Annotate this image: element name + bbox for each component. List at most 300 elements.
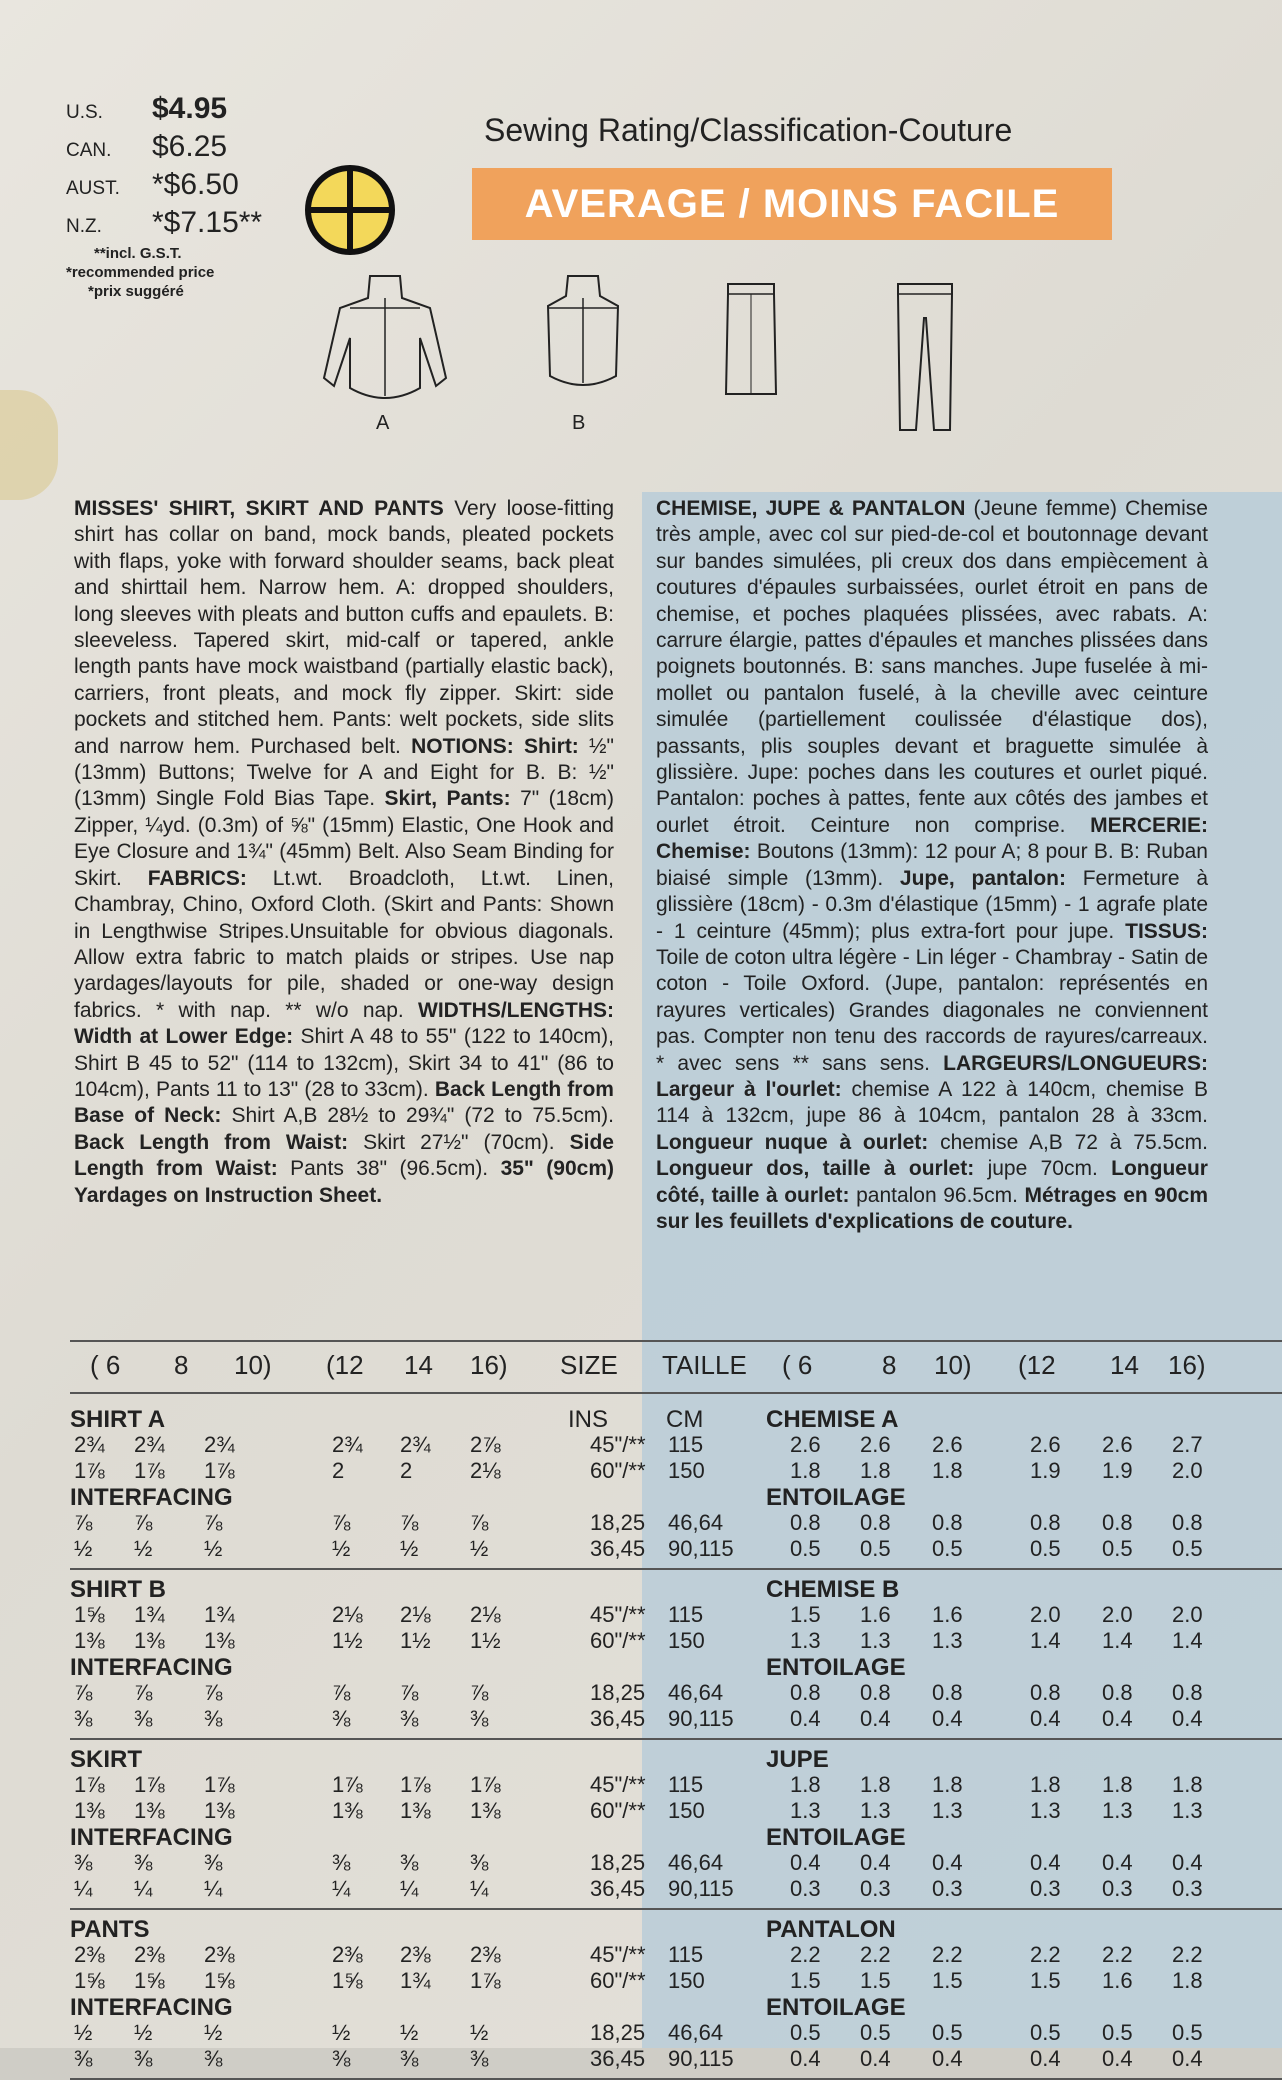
size-value-cell: 2⅜: [134, 1942, 165, 1967]
fabric-width-cm: 115: [668, 1942, 704, 1967]
size-label: SIZE: [560, 1350, 618, 1380]
size-value-cell: 2⅜: [332, 1942, 363, 1967]
fabric-width-ins: 45"/**: [590, 1942, 646, 1967]
metric-value-cell: 0.3: [932, 1876, 963, 1901]
fabric-width-cm: 150: [668, 1458, 705, 1483]
size-value-cell: ⅜: [400, 2046, 419, 2071]
size-value-cell: 1¾: [400, 1968, 431, 1993]
size-value-cell: ¼: [332, 1876, 351, 1901]
taille-header-cell: (12: [1018, 1350, 1056, 1380]
size-value-cell: ⅜: [74, 2046, 93, 2071]
fabric-width-cm: 90,115: [668, 1706, 734, 1731]
metric-value-cell: 0.5: [860, 1536, 891, 1561]
metric-value-cell: 1.8: [1172, 1968, 1203, 1993]
metric-value-cell: 0.4: [1102, 1850, 1133, 1875]
metric-value-cell: 1.9: [1030, 1458, 1061, 1483]
metric-value-cell: 1.8: [1030, 1772, 1061, 1797]
metric-value-cell: 0.8: [1030, 1680, 1061, 1705]
size-value-cell: ¼: [134, 1876, 153, 1901]
nuque-label: Longueur nuque à ourlet:: [656, 1130, 929, 1154]
metric-value-cell: 2.0: [1172, 1602, 1203, 1627]
metric-value-cell: 0.5: [860, 2020, 891, 2045]
metric-value-cell: 0.4: [790, 2046, 821, 2071]
fabric-width-cm: 150: [668, 1628, 705, 1653]
size-value-cell: 1½: [332, 1628, 363, 1653]
price-row: [66, 168, 262, 206]
section-title-fr: ENTOILAGE: [766, 1484, 906, 1511]
size-value-cell: ¼: [74, 1876, 93, 1901]
view-label: B: [572, 412, 586, 434]
metric-value-cell: 2.2: [1172, 1942, 1203, 1967]
size-value-cell: 2⅞: [470, 1432, 501, 1457]
section-title-fr: PANTALON: [766, 1916, 896, 1943]
metric-value-cell: 1.5: [932, 1968, 963, 1993]
metric-value-cell: 2.2: [932, 1942, 963, 1967]
size-value-cell: ⅞: [400, 1680, 419, 1705]
rating-title: Sewing Rating/Classification-Couture: [484, 112, 1013, 148]
metric-value-cell: 2.0: [1102, 1602, 1133, 1627]
metric-value-cell: 1.8: [1172, 1772, 1203, 1797]
fabric-width-cm: 46,64: [668, 1850, 724, 1875]
metric-value-cell: 0.4: [932, 2046, 963, 2071]
metric-value-cell: 2.6: [1030, 1432, 1061, 1457]
metric-value-cell: 1.9: [1102, 1458, 1133, 1483]
size-value-cell: ½: [332, 1536, 351, 1561]
metric-value-cell: 0.4: [1172, 2046, 1203, 2071]
metric-value-cell: 0.5: [932, 1536, 963, 1561]
metric-value-cell: 0.3: [1102, 1876, 1133, 1901]
mercerie-text: Boutons (13mm): 12 pour A; 8 pour B. B: Ruban biaisé simple (13mm).: [656, 840, 1208, 890]
circle-cross-icon: [304, 164, 396, 256]
size-value-cell: ⅜: [400, 1850, 419, 1875]
metric-value-cell: 0.4: [932, 1706, 963, 1731]
metric-value-cell: 1.3: [932, 1628, 963, 1653]
metric-value-cell: 1.5: [860, 1968, 891, 1993]
size-value-cell: 1⅞: [204, 1458, 235, 1483]
taille-header-cell: 10): [934, 1350, 972, 1380]
largeurs-label: LARGEURS/LONGUEURS: Largeur à l'ourlet:: [656, 1051, 1208, 1101]
metric-value-cell: 0.8: [932, 1680, 963, 1705]
size-value-cell: ½: [332, 2020, 351, 2045]
metric-value-cell: 0.3: [1172, 1876, 1203, 1901]
metric-value-cell: 1.8: [932, 1458, 963, 1483]
size-value-cell: ⅞: [134, 1510, 153, 1535]
metric-value-cell: 2.2: [1102, 1942, 1133, 1967]
description-body: Very loose-fitting shirt has collar on band, mock bands, pleated pockets with flaps, yoke with forward shoulder seams, back pleat and shirttail hem. Narrow hem. A: dropped shoulders, long sleeves with pleats and button cuffs and epaulets. B: sleeveless. Tapered skirt, mid-calf or tapered, ankle length pants have mock waistband (partially elastic back), carriers, front pleats, and mock fly zipper. Skirt: side pockets and stitched hem. Pants: welt pockets, side slits and narrow hem. Purchased belt.: [74, 497, 614, 758]
shirt-b-back-view: [538, 268, 628, 398]
size-value-cell: 1¾: [204, 1602, 235, 1627]
widths-text: Shirt A 48 to 55" (122 to 140cm), Shirt B 45 to 52" (114 to 132cm), Skirt 34 to 41" (86 to 104cm), Pants 11 to 13" (28 to 33cm).: [74, 1025, 614, 1101]
section-title-fr: ENTOILAGE: [766, 1994, 906, 2021]
size-value-cell: ½: [400, 2020, 419, 2045]
description-title: CHEMISE, JUPE & PANTALON: [656, 497, 966, 520]
price-list: [66, 92, 262, 301]
size-value-cell: 1⅞: [134, 1772, 165, 1797]
size-value-cell: ⅜: [332, 1850, 351, 1875]
notions-label: NOTIONS: Shirt:: [411, 734, 579, 758]
metric-value-cell: 0.4: [1102, 2046, 1133, 2071]
tissus-label: TISSUS:: [1125, 919, 1208, 943]
metric-value-cell: 0.8: [1030, 1510, 1061, 1535]
size-value-cell: ½: [400, 1536, 419, 1561]
size-value-cell: 1⅜: [204, 1798, 235, 1823]
section-title-fr: ENTOILAGE: [766, 1654, 906, 1681]
metric-value-cell: 1.3: [790, 1798, 821, 1823]
metric-value-cell: 1.8: [860, 1458, 891, 1483]
metric-value-cell: 0.5: [1172, 2020, 1203, 2045]
size-value-cell: 1½: [400, 1628, 431, 1653]
fabric-width-ins: 60"/**: [590, 1798, 646, 1823]
fabric-width-cm: 90,115: [668, 1536, 734, 1561]
metric-value-cell: 2.0: [1172, 1458, 1203, 1483]
metric-value-cell: 0.5: [1102, 2020, 1133, 2045]
price-row: [66, 92, 262, 130]
nuque-text: chemise A,B 72 à 75.5cm.: [940, 1130, 1208, 1154]
metric-value-cell: 0.8: [1172, 1680, 1203, 1705]
size-value-cell: 1⅞: [470, 1968, 501, 1993]
size-value-cell: ⅞: [470, 1680, 489, 1705]
metric-value-cell: 0.4: [1030, 2046, 1061, 2071]
size-value-cell: ⅞: [134, 1680, 153, 1705]
metric-value-cell: 1.3: [860, 1798, 891, 1823]
price-country: N.Z.: [66, 216, 102, 237]
size-header: [70, 1350, 1282, 1384]
metric-value-cell: 1.6: [860, 1602, 891, 1627]
metric-value-cell: 1.6: [932, 1602, 963, 1627]
view-label: A: [376, 412, 390, 434]
metric-value-cell: 1.8: [932, 1772, 963, 1797]
metrage-note: Métrages en 90cm sur les feuillets d'explications de couture.: [656, 1183, 1209, 1233]
size-value-cell: 2¾: [400, 1432, 431, 1457]
fabric-width-cm: 115: [668, 1602, 704, 1627]
fabric-width-cm: 150: [668, 1968, 705, 1993]
size-value-cell: ½: [470, 1536, 489, 1561]
price-row: [66, 206, 262, 244]
dos-label: Longueur dos, taille à ourlet:: [656, 1157, 975, 1181]
size-value-cell: ⅞: [74, 1510, 93, 1535]
metric-value-cell: 0.4: [860, 1706, 891, 1731]
size-value-cell: ½: [134, 2020, 153, 2045]
divider: [70, 1340, 1282, 1342]
widths-label: WIDTHS/LENGTHS: Width at Lower Edge:: [74, 998, 614, 1049]
size-value-cell: ⅜: [470, 2046, 489, 2071]
divider: [70, 1908, 1282, 1910]
size-value-cell: 1⅞: [470, 1772, 501, 1797]
metric-value-cell: 1.3: [1172, 1798, 1203, 1823]
price-value: *$7.15**: [152, 206, 263, 239]
mercerie2-text: Fermeture à glissière (18cm) - 0.3m d'élastique (15mm) - 1 agrafe plate - 1 ceinture (45mm); plus extra-fort pour jupe.: [656, 866, 1208, 943]
size-value-cell: 1⅜: [204, 1628, 235, 1653]
fabric-width-cm: 115: [668, 1772, 704, 1797]
size-header-cell: 16): [470, 1350, 508, 1380]
price-note: *prix suggéré: [88, 283, 184, 300]
dos-text: jupe 70cm.: [987, 1157, 1098, 1181]
size-value-cell: 1⅝: [74, 1968, 105, 1993]
section-title-fr: JUPE: [766, 1746, 829, 1773]
taille-header-cell: 16): [1168, 1350, 1206, 1380]
size-value-cell: ⅜: [204, 2046, 223, 2071]
size-value-cell: ⅞: [204, 1510, 223, 1535]
size-value-cell: 1⅞: [332, 1772, 363, 1797]
metric-value-cell: 0.8: [790, 1510, 821, 1535]
fabric-width-ins: 45"/**: [590, 1772, 646, 1797]
metric-value-cell: 0.4: [790, 1850, 821, 1875]
price-country: CAN.: [66, 140, 112, 161]
fabric-width-ins: 18,25: [590, 1510, 646, 1535]
metric-value-cell: 1.8: [790, 1772, 821, 1797]
fabric-width-cm: 46,64: [668, 1510, 724, 1535]
fabric-width-cm: 46,64: [668, 1680, 724, 1705]
fabric-width-ins: 36,45: [590, 2046, 646, 2071]
size-value-cell: 1⅜: [400, 1798, 431, 1823]
size-value-cell: 2: [332, 1458, 345, 1483]
waist-length-text: Skirt 27½" (70cm).: [363, 1130, 555, 1154]
size-value-cell: ½: [134, 1536, 153, 1561]
size-value-cell: 1⅞: [74, 1458, 105, 1483]
size-value-cell: 1⅞: [204, 1772, 235, 1797]
cm-label: CM: [666, 1406, 704, 1433]
section-title-en: INTERFACING: [70, 1824, 233, 1851]
metric-value-cell: 0.8: [1172, 1510, 1203, 1535]
metric-value-cell: 0.4: [1030, 1706, 1061, 1731]
fabric-width-ins: 60"/**: [590, 1968, 646, 1993]
metric-value-cell: 0.5: [790, 1536, 821, 1561]
section-title-en: PANTS: [70, 1916, 150, 1943]
section-title-en: INTERFACING: [70, 1994, 233, 2021]
fabric-width-cm: 90,115: [668, 1876, 734, 1901]
notions2-text: 7" (18cm) Zipper, ¼yd. (0.3m) of ⅝" (15mm) Elastic, One Hook and Eye Closure and 1¾" (45mm) Belt. Also Seam Binding for Skirt.: [74, 787, 614, 890]
metric-value-cell: 0.4: [860, 2046, 891, 2071]
cote-label: Longueur côté, taille à ourlet:: [656, 1157, 1208, 1207]
metric-value-cell: 0.5: [1172, 1536, 1203, 1561]
section-title-fr: ENTOILAGE: [766, 1824, 906, 1851]
fabric-width-ins: 36,45: [590, 1706, 646, 1731]
size-value-cell: ⅞: [332, 1510, 351, 1535]
fabric-width-ins: 45"/**: [590, 1432, 646, 1457]
metric-value-cell: 0.8: [860, 1510, 891, 1535]
fabrics-text: Lt.wt. Broadcloth, Lt.wt. Linen, Chambray, Chino, Oxford Cloth. (Skirt and Pants: Shown in Lengthwise Stripes.Unsuitable for obvious diagonals. Allow extra fabric to match plaids or stripes. Use nap yardages/layouts for pile, shaded or one-way design fabrics. * with nap. ** w/o nap.: [74, 866, 615, 1022]
metric-value-cell: 2.2: [860, 1942, 891, 1967]
metric-value-cell: 1.5: [1030, 1968, 1061, 1993]
metric-value-cell: 0.5: [932, 2020, 963, 2045]
fabric-width-cm: 46,64: [668, 2020, 724, 2045]
size-value-cell: ½: [74, 2020, 93, 2045]
size-value-cell: 2⅜: [470, 1942, 501, 1967]
size-header-cell: 10): [234, 1350, 272, 1380]
fabric-width-cm: 150: [668, 1798, 705, 1823]
price-row: [66, 130, 262, 168]
metric-value-cell: 0.5: [1030, 1536, 1061, 1561]
cote-text: pantalon 96.5cm.: [856, 1183, 1018, 1207]
price-note: *recommended price: [66, 264, 215, 281]
fabric-width-ins: 36,45: [590, 1876, 646, 1901]
price-value: *$6.50: [152, 168, 239, 201]
taille-header-cell: 14: [1110, 1350, 1139, 1380]
metric-value-cell: 0.3: [790, 1876, 821, 1901]
waist-length-label: Back Length from Waist:: [74, 1130, 349, 1154]
size-value-cell: ⅜: [204, 1850, 223, 1875]
size-value-cell: ⅞: [74, 1680, 93, 1705]
size-value-cell: ⅞: [204, 1680, 223, 1705]
size-value-cell: 1⅜: [74, 1628, 105, 1653]
size-value-cell: 2⅛: [400, 1602, 431, 1627]
size-value-cell: 1½: [470, 1628, 501, 1653]
size-value-cell: 1⅝: [204, 1968, 235, 1993]
metric-value-cell: 0.8: [790, 1680, 821, 1705]
size-value-cell: 1⅜: [332, 1798, 363, 1823]
fabric-width-ins: 45"/**: [590, 1602, 646, 1627]
size-value-cell: ⅞: [400, 1510, 419, 1535]
size-value-cell: ⅞: [470, 1510, 489, 1535]
size-value-cell: ⅜: [134, 1706, 153, 1731]
metric-value-cell: 0.4: [932, 1850, 963, 1875]
metric-value-cell: 1.3: [790, 1628, 821, 1653]
size-value-cell: ⅜: [332, 1706, 351, 1731]
size-value-cell: ⅜: [470, 1706, 489, 1731]
metric-value-cell: 1.3: [1102, 1798, 1133, 1823]
section-title-en: INTERFACING: [70, 1654, 233, 1681]
size-value-cell: 2⅛: [470, 1602, 501, 1627]
section-title-en: SHIRT A: [70, 1406, 166, 1433]
section-title-en: SKIRT: [70, 1746, 142, 1773]
fabric-width-ins: 18,25: [590, 2020, 646, 2045]
size-value-cell: ⅜: [74, 1706, 93, 1731]
metric-value-cell: 2.0: [1030, 1602, 1061, 1627]
size-value-cell: 2: [400, 1458, 413, 1483]
fabric-width-ins: 18,25: [590, 1680, 646, 1705]
mercerie2-label: Jupe, pantalon:: [899, 866, 1066, 890]
metric-value-cell: 1.4: [1030, 1628, 1061, 1653]
taille-header-cell: 8: [882, 1350, 897, 1380]
price-value: $6.25: [152, 130, 228, 163]
metric-value-cell: 0.4: [1102, 1706, 1133, 1731]
fabric-width-ins: 36,45: [590, 1536, 646, 1561]
size-value-cell: ½: [204, 1536, 223, 1561]
metric-value-cell: 1.8: [790, 1458, 821, 1483]
back-length-label: Back Length from Base of Neck:: [74, 1077, 614, 1128]
metric-value-cell: 1.4: [1102, 1628, 1133, 1653]
price-note: **incl. G.S.T.: [94, 245, 182, 262]
size-value-cell: ½: [74, 1536, 93, 1561]
metric-value-cell: 0.3: [1030, 1876, 1061, 1901]
size-value-cell: 2¾: [204, 1432, 235, 1457]
description-english: [74, 496, 614, 1209]
taille-header-cell: ( 6: [782, 1350, 813, 1380]
size-value-cell: 2⅛: [470, 1458, 501, 1483]
size-value-cell: ½: [204, 2020, 223, 2045]
mercerie-label: MERCERIE: Chemise:: [656, 813, 1208, 864]
size-value-cell: ¼: [204, 1876, 223, 1901]
section-title-en: SHIRT B: [70, 1576, 166, 1603]
metric-value-cell: 0.5: [790, 2020, 821, 2045]
size-value-cell: 1¾: [134, 1602, 165, 1627]
price-country: AUST.: [66, 178, 120, 199]
taille-label: TAILLE: [662, 1350, 747, 1380]
notions-text: ½" (13mm) Buttons; Twelve for A and Eight for B. B: ½" (13mm) Single Fold Bias Tape.: [74, 734, 614, 811]
metric-value-cell: 1.6: [1102, 1968, 1133, 1993]
size-value-cell: ¼: [470, 1876, 489, 1901]
size-value-cell: 2¾: [134, 1432, 165, 1457]
metric-value-cell: 2.7: [1172, 1432, 1203, 1457]
size-value-cell: 2⅜: [74, 1942, 105, 1967]
fabrics-label: FABRICS:: [147, 866, 247, 890]
size-value-cell: ⅜: [332, 2046, 351, 2071]
description-title: MISSES' SHIRT, SKIRT AND PANTS: [74, 497, 444, 520]
description-french: [656, 496, 1208, 1235]
size-value-cell: 1⅞: [74, 1772, 105, 1797]
size-value-cell: 1⅝: [332, 1968, 363, 1993]
size-value-cell: 2¾: [74, 1432, 105, 1457]
metric-value-cell: 0.3: [860, 1876, 891, 1901]
metric-value-cell: 0.8: [1102, 1510, 1133, 1535]
size-value-cell: 1⅜: [134, 1798, 165, 1823]
metric-value-cell: 2.2: [790, 1942, 821, 1967]
fabric-width-cm: 115: [668, 1432, 704, 1457]
section-title-en: INTERFACING: [70, 1484, 233, 1511]
size-value-cell: 2¾: [332, 1432, 363, 1457]
size-value-cell: 1⅞: [134, 1458, 165, 1483]
fabric-width-ins: 60"/**: [590, 1628, 646, 1653]
fabric-width-ins: 60"/**: [590, 1458, 646, 1483]
metric-value-cell: 0.8: [860, 1680, 891, 1705]
size-value-cell: 1⅝: [134, 1968, 165, 1993]
size-header-cell: ( 6: [90, 1350, 121, 1380]
metric-value-cell: 0.4: [860, 1850, 891, 1875]
metric-value-cell: 2.6: [790, 1432, 821, 1457]
largeurs-text: chemise A 122 à 140cm, chemise B 114 à 132cm, jupe 86 à 104cm, pantalon 28 à 33cm.: [656, 1077, 1208, 1128]
section-title-fr: CHEMISE A: [766, 1406, 899, 1433]
metric-value-cell: 0.4: [1172, 1706, 1203, 1731]
size-value-cell: ⅜: [134, 2046, 153, 2071]
pants-view: [890, 278, 960, 438]
rating-badge: AVERAGE / MOINS FACILE: [472, 168, 1112, 240]
metric-value-cell: 1.8: [860, 1772, 891, 1797]
size-value-cell: 2⅜: [204, 1942, 235, 1967]
metric-value-cell: 0.5: [1030, 2020, 1061, 2045]
metric-value-cell: 1.8: [1102, 1772, 1133, 1797]
skirt-view: [720, 278, 782, 400]
size-value-cell: ½: [470, 2020, 489, 2045]
ins-label: INS: [568, 1406, 609, 1433]
metric-value-cell: 2.6: [932, 1432, 963, 1457]
size-value-cell: 1⅝: [74, 1602, 105, 1627]
divider: [70, 1392, 1282, 1394]
size-value-cell: ⅞: [332, 1680, 351, 1705]
size-value-cell: ⅜: [74, 1850, 93, 1875]
size-value-cell: 1⅜: [134, 1628, 165, 1653]
metric-value-cell: 0.8: [1102, 1680, 1133, 1705]
metric-value-cell: 1.3: [860, 1628, 891, 1653]
metric-value-cell: 2.6: [860, 1432, 891, 1457]
metric-value-cell: 0.5: [1102, 1536, 1133, 1561]
size-header-cell: 14: [404, 1350, 433, 1380]
tissus-text: Toile de coton ultra légère - Lin léger - Chambray - Satin de coton - Toile Oxford. (Jupe, pantalon: représentés en rayures verticales) Grandes diagonales ne conviennent pas. Compter non tenu des raccords de rayures/carreaux. * avec sens ** sans sens.: [656, 945, 1208, 1075]
size-value-cell: ⅜: [134, 1850, 153, 1875]
divider: [70, 1568, 1282, 1570]
back-length-text: Shirt A,B 28½ to 29¾" (72 to 75.5cm).: [231, 1104, 615, 1128]
size-header-cell: 8: [174, 1350, 189, 1380]
divider: [70, 1738, 1282, 1740]
metric-value-cell: 1.5: [790, 1602, 821, 1627]
metric-value-cell: 0.4: [790, 1706, 821, 1731]
size-value-cell: 1⅜: [470, 1798, 501, 1823]
side-length-label: Side Length from Waist:: [74, 1130, 614, 1181]
side-length-text: Pants 38" (96.5cm).: [290, 1157, 489, 1181]
price-value: $4.95: [152, 92, 228, 125]
size-value-cell: 2⅜: [400, 1942, 431, 1967]
notions2-label: Skirt, Pants:: [384, 787, 511, 811]
metric-value-cell: 2.6: [1102, 1432, 1133, 1457]
